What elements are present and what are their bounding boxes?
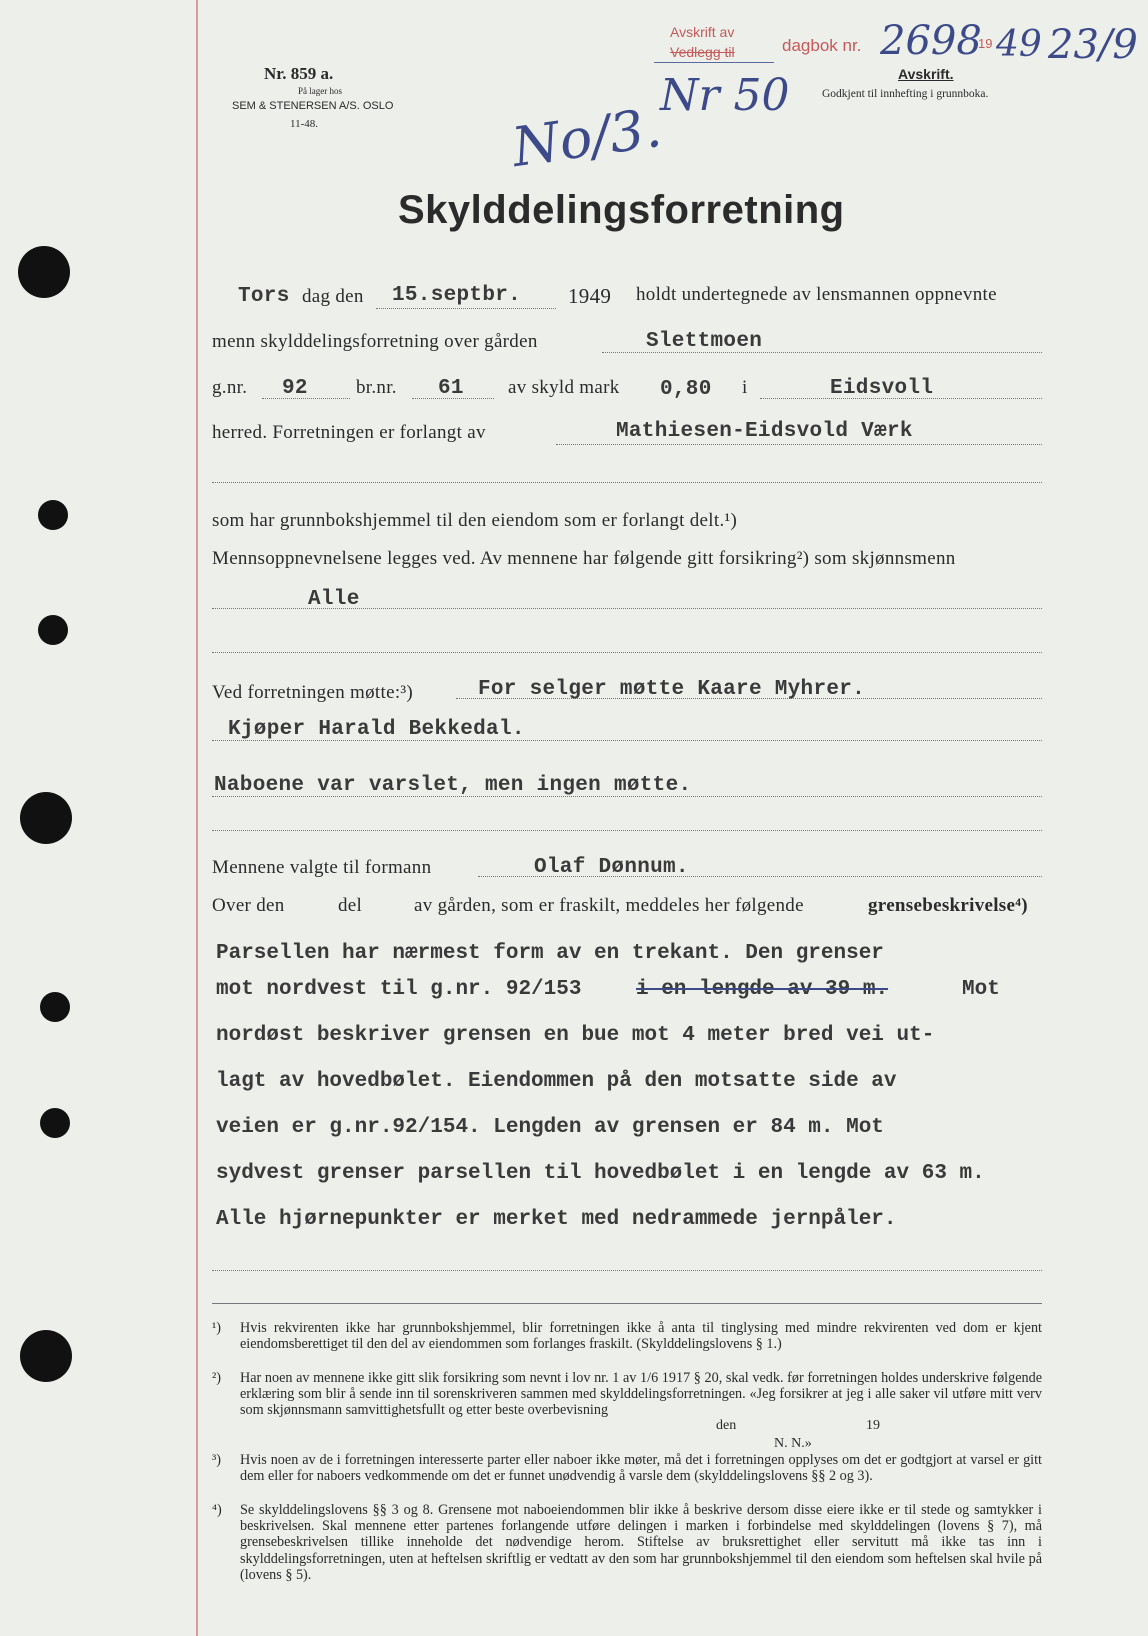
punch-hole: [18, 246, 70, 298]
footnote-2-den: den: [716, 1418, 737, 1433]
date-note: 23/9: [1048, 22, 1138, 68]
red-margin-line: [196, 0, 198, 1636]
mote-line-2-text: Kjøper Harald Bekkedal.: [228, 718, 525, 741]
formann-label: Mennene valgte til formann: [212, 857, 432, 878]
description-line-3: nordøst beskriver grensen en bue mot 4 meter bred vei ut-: [216, 1024, 935, 1047]
bnr-value: 61: [438, 377, 464, 400]
over-den-label: Over den: [212, 895, 285, 916]
mote-line-1-text: For selger møtte Kaare Myhrer.: [478, 678, 866, 701]
dag-den-label: dag den: [302, 286, 364, 307]
description-line-2a: mot nordvest til g.nr. 92/153: [216, 978, 582, 1001]
punch-hole: [38, 500, 68, 530]
page-title: Skylddelingsforretning: [398, 188, 845, 232]
description-line-6: sydvest grenser parsellen til hovedbølet i en lengde av 63 m.: [216, 1162, 985, 1185]
stamp-dagbok-label: dagbok nr.: [782, 36, 862, 55]
stamp-underline: [654, 62, 774, 63]
punch-hole: [40, 1108, 70, 1138]
held-text: holdt undertegnede av lensmannen oppnevnte: [636, 284, 997, 305]
farm-name: Slettmoen: [646, 330, 763, 353]
footnote-2: [212, 1370, 1042, 1419]
footnote-1: [212, 1320, 1042, 1352]
footnote-number: ⁴): [212, 1502, 222, 1518]
del-label: del: [338, 895, 363, 916]
gnr-label: g.nr.: [212, 377, 248, 398]
date-line: [376, 308, 556, 309]
grense-text: av gården, som er fraskilt, meddeles her følgende: [414, 895, 804, 916]
footnote-separator: [212, 1303, 1042, 1304]
handwritten-number: Nr 50: [660, 70, 790, 121]
skyld-label: av skyld mark: [508, 377, 620, 398]
stamp-year-prefix: 19: [978, 36, 993, 51]
punch-hole: [38, 615, 68, 645]
description-line-1: Parsellen har nærmest form av en trekant. Den grenser: [216, 942, 884, 965]
menn-text: menn skylddelingsforretning over gården: [212, 331, 538, 352]
footnote-3: [212, 1452, 1042, 1484]
description-line-2b: Mot: [962, 978, 1000, 1001]
dagbok-number: 2698: [880, 18, 982, 64]
year-value: 1949: [568, 284, 612, 308]
stamp-year: 49: [996, 24, 1042, 65]
avskrift-label: Avskrift.: [898, 66, 954, 82]
grunnbok-text: som har grunnbokshjemmel til den eiendom som er forlangt delt.¹): [212, 510, 738, 531]
requester-line-2: [212, 482, 1042, 483]
punch-hole: [20, 1330, 72, 1382]
gnr-value: 92: [282, 377, 308, 400]
footnote-4: [212, 1502, 1042, 1583]
footnote-number: ¹): [212, 1320, 221, 1336]
requester-value: Mathiesen-Eidsvold Værk: [616, 420, 913, 443]
municipality-value: Eidsvoll: [830, 377, 934, 400]
punch-hole: [20, 792, 72, 844]
form-stock: På lager hos: [298, 86, 342, 96]
footnote-2-nn: N. N.»: [774, 1436, 812, 1451]
description-line-7: Alle hjørnepunkter er merket med nedrammede jernpåler.: [216, 1208, 897, 1231]
requester-line: [556, 444, 1042, 445]
weekday-value: Tors: [238, 285, 290, 308]
description-end-line: [212, 1270, 1042, 1271]
description-line-2-struck: i en lengde av 39 m.: [636, 978, 889, 1001]
form-number: Nr. 859 a.: [264, 64, 334, 83]
skyld-value: 0,80: [660, 378, 712, 401]
description-line-4: lagt av hovedbølet. Eiendommen på den motsatte side av: [216, 1070, 897, 1093]
forsikring-line-2: [212, 652, 1042, 653]
description-line-5: veien er g.nr.92/154. Lengden av grensen er 84 m. Mot: [216, 1116, 884, 1139]
mennsopp-text: Mennsoppnevnelsene legges ved. Av mennene har følgende gitt forsikring²) som skjønnsmenn: [212, 548, 956, 569]
grense-bold: grensebeskrivelse⁴): [868, 895, 1028, 916]
formann-value: Olaf Dønnum.: [534, 856, 689, 879]
bnr-label: br.nr.: [356, 377, 397, 398]
footnote-text: Hvis noen av de i forretningen interesserte parter eller naboer ikke møter, må det i forretningen opplyses om det er godtgjort at varsel er gitt dem eller for naboers vedkommende om det er funnet unødvendig å varsle dem (skylddelingslovens §§ 2 og 3).: [240, 1452, 1042, 1485]
punch-hole: [40, 992, 70, 1022]
footnote-text: Hvis rekvirenten ikke har grunnbokshjemmel, blir forretningen ikke å anta til tinglysing med mindre rekvirenten ved dom er kjent eiendomsberettiget til den del av eiendommen som forlanges fraskilt. (Skylddelingslovens § 1.): [240, 1320, 1042, 1353]
footnote-text: Se skylddelingslovens §§ 3 og 8. Grensene mot naboeiendommen blir ikke å beskrive dersom disse eiere ikke er til stede og samtykker i beskrivelsen. Skal mennene etter partenes forlangende utføre delingen i marken i forbindelse med skylddelingen (lovens § 7), må grensebeskrivelsen tillike inneholde det nødvendige herom. Stiftelse av bruksrettighet eller servitutt må ikke tas inn i skylddelingsforretningen, uten at heftelsen skriftlig er vedtatt av den som har grunnbokshjemmel til den eiendom som heftelsen skal hvile på (lovens § 5).: [240, 1502, 1042, 1583]
mote-line-3-text: Naboene var varslet, men ingen møtte.: [214, 774, 692, 797]
footnote-number: ²): [212, 1370, 221, 1386]
date-value: 15.septbr.: [392, 284, 522, 307]
forsikring-value: Alle: [308, 588, 360, 611]
print-date: 11-48.: [290, 118, 319, 130]
footnote-number: ³): [212, 1452, 221, 1468]
publisher: SEM & STENERSEN A/S. OSLO: [232, 100, 394, 112]
i-label: i: [742, 377, 748, 398]
stamp-vedlegg-til: Vedlegg til: [670, 44, 735, 60]
handwritten-initials: No/3.: [508, 95, 666, 180]
godkjent-text: Godkjent til innhefting i grunnboka.: [822, 88, 989, 100]
herred-text: herred. Forretningen er forlangt av: [212, 422, 486, 443]
stamp-avskrift-av: Avskrift av: [670, 24, 735, 40]
footnote-text: Har noen av mennene ikke gitt slik forsikring som nevnt i lov nr. 1 av 1/6 1917 § 20, skal vedk. før forretningen holdes underskrive følgende erklæring som blir å sende inn til sorenskriveren sammen med skylddelingsforretningen. «Jeg forsikrer at jeg i alle saker vil utføre mitt verv som skjønnsmann samvittighetsfullt og etter beste overbevisning: [240, 1370, 1042, 1419]
mote-label: Ved forretningen møtte:³): [212, 682, 414, 703]
footnote-2-year-prefix: 19: [866, 1418, 880, 1433]
mote-line-4: [212, 830, 1042, 831]
